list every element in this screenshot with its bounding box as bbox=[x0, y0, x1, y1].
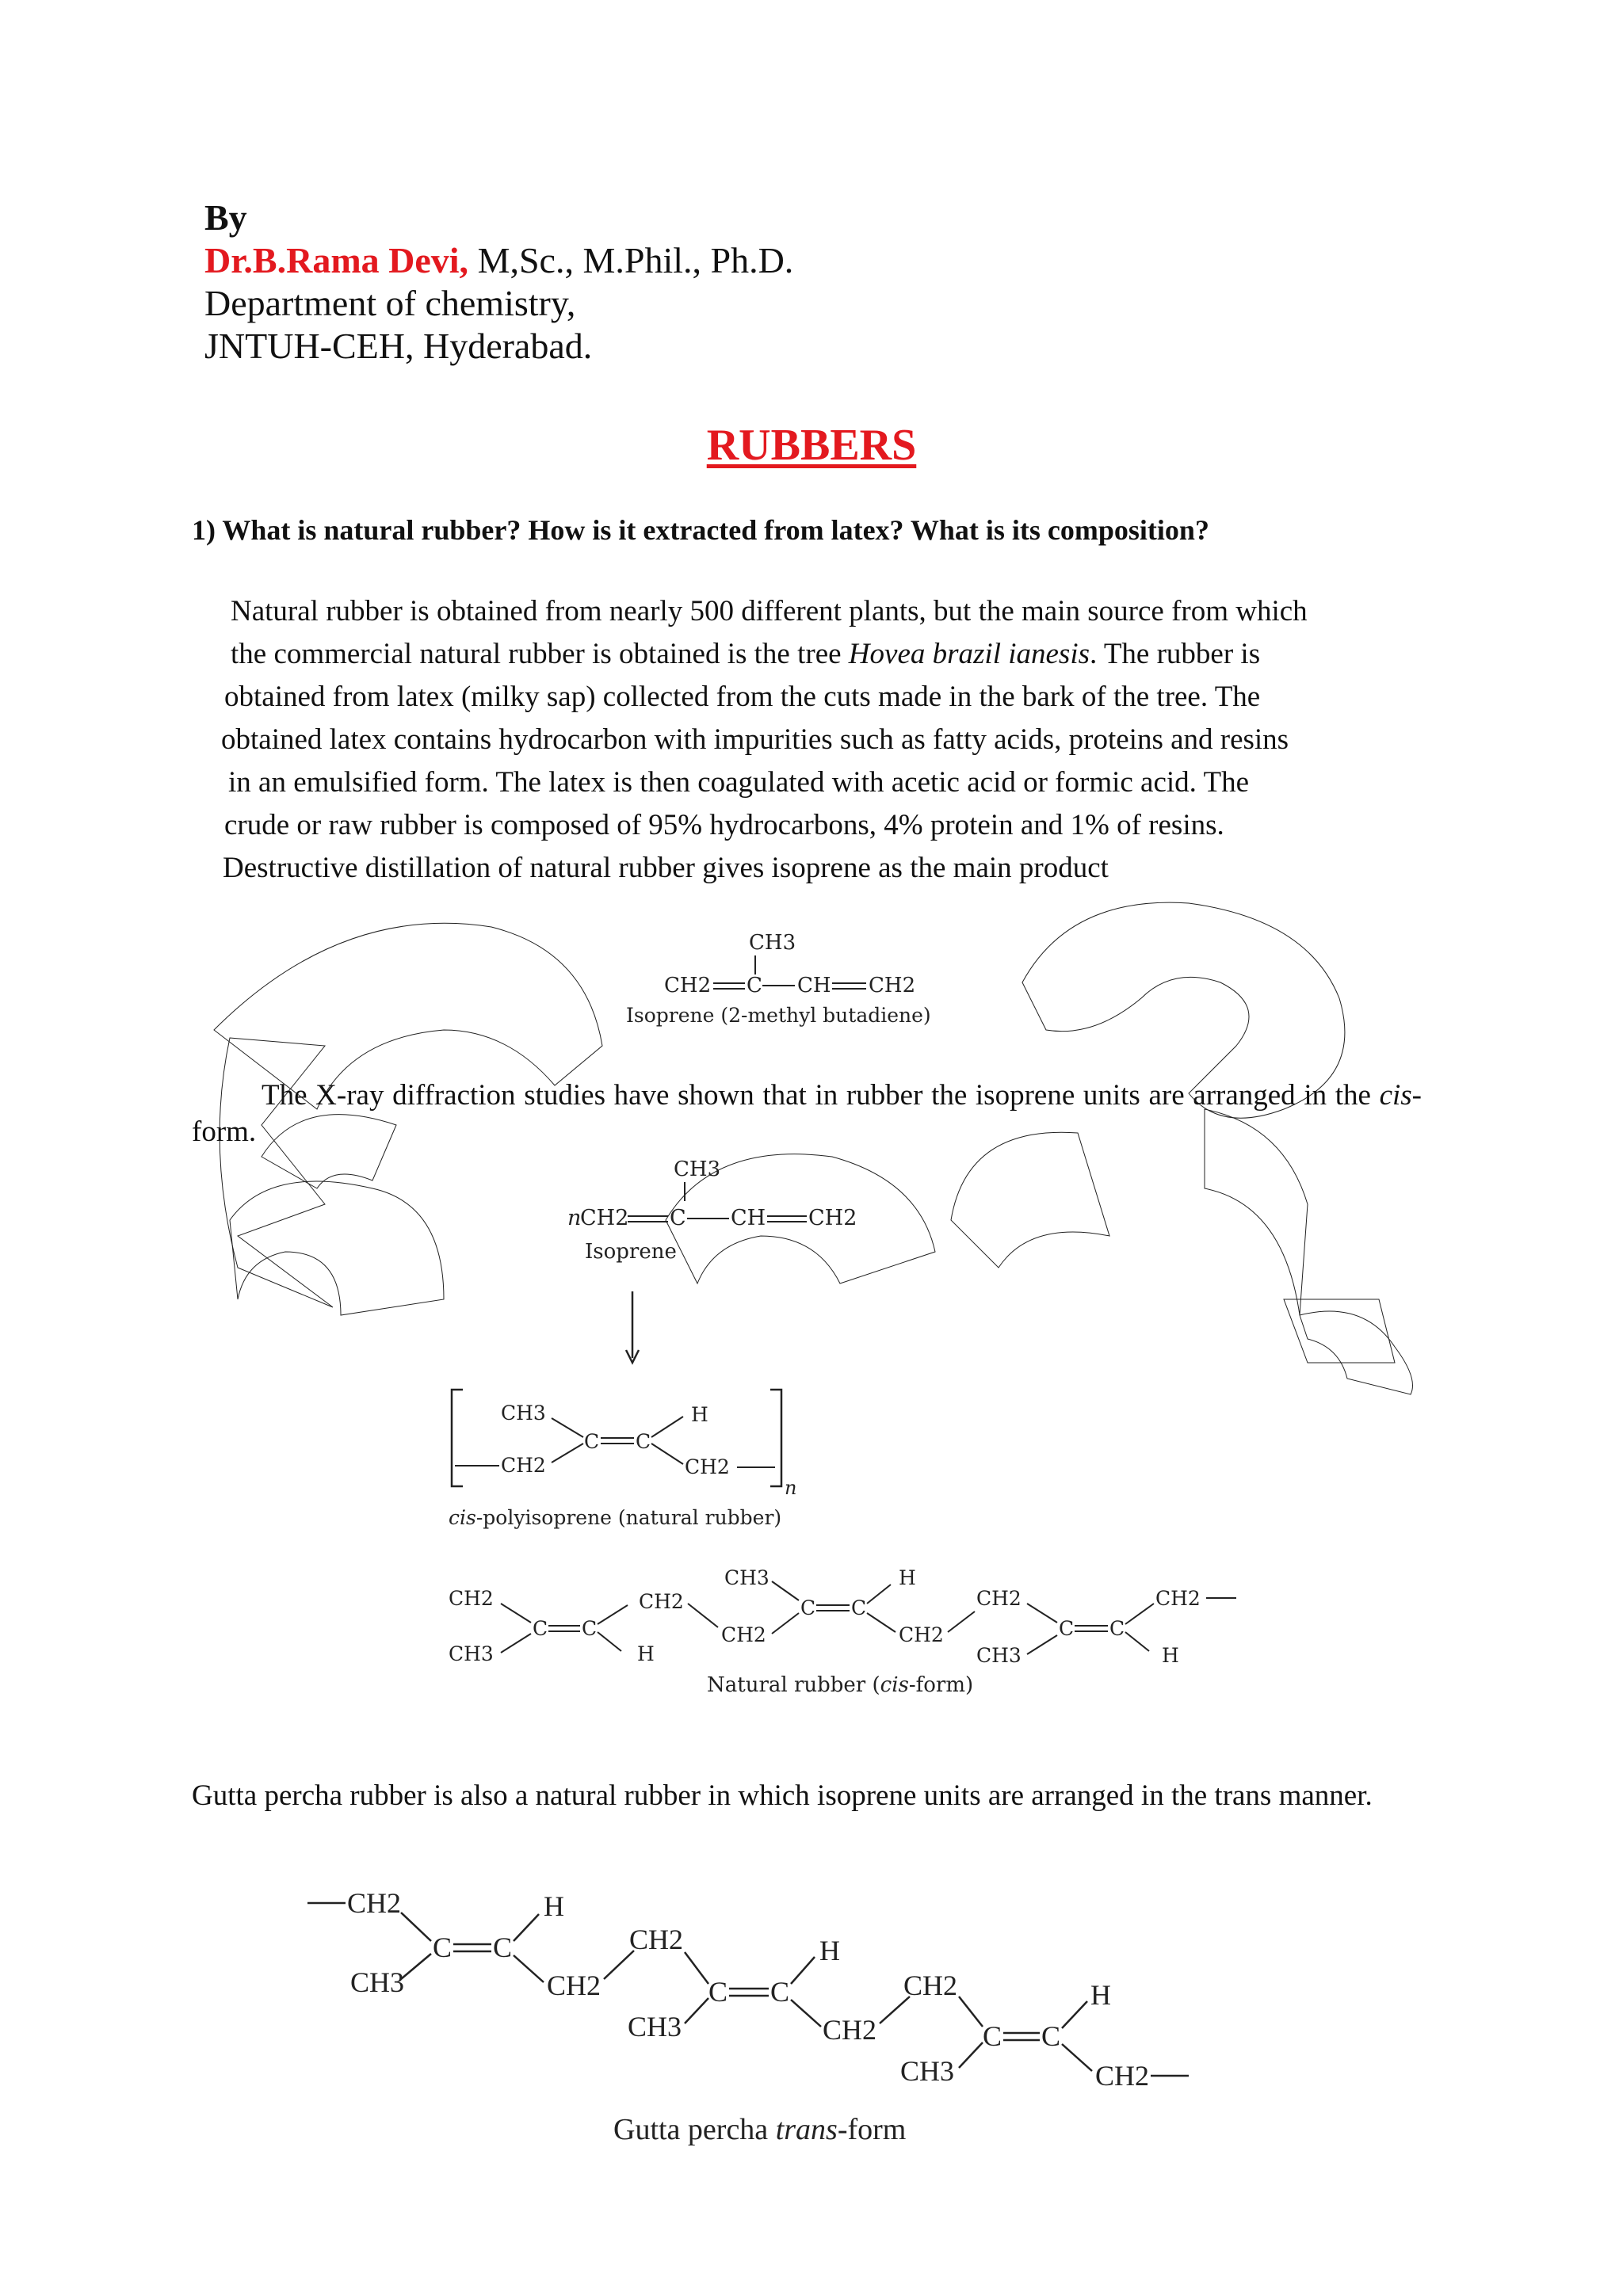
chain-ch3: CH3 bbox=[976, 1644, 1022, 1667]
paragraph-text: The X-ray diffraction studies have shown that in rubber the isoprene units are arranged in the bbox=[262, 1079, 1380, 1112]
paragraph-line: obtained latex contains hydrocarbon with impurities such as fatty acids, proteins and resins bbox=[221, 723, 1289, 756]
chain-c: C bbox=[983, 2020, 1002, 2052]
gutta-percha-trans-chain bbox=[301, 1878, 1205, 2163]
chain-ch2: CH2 bbox=[347, 1887, 402, 1919]
species-name: Hovea brazil ianesis bbox=[848, 638, 1090, 670]
bracket-right bbox=[770, 1390, 781, 1486]
chain-h: H bbox=[544, 1890, 564, 1922]
monomer-c: C bbox=[670, 1206, 686, 1230]
isoprene-structure bbox=[602, 919, 1014, 1038]
author-block bbox=[204, 196, 793, 368]
chain-c: C bbox=[1041, 2020, 1061, 2052]
paragraph-line: crude or raw rubber is composed of 95% hydrocarbons, 4% protein and 1% of resins. bbox=[224, 809, 1224, 841]
polyisoprene-caption: cis-polyisoprene (natural rubber) bbox=[449, 1506, 782, 1529]
chain-ch3: CH3 bbox=[350, 1966, 405, 1998]
chain-ch2: CH2 bbox=[721, 1623, 766, 1646]
chain-c: C bbox=[770, 1976, 790, 2008]
chain-ch2: CH2 bbox=[639, 1590, 684, 1613]
chain-h: H bbox=[1090, 1979, 1111, 2011]
isoprene-ch: CH bbox=[797, 974, 831, 997]
bracket-left bbox=[452, 1390, 463, 1486]
isoprene-ch2-right: CH2 bbox=[869, 974, 916, 997]
chain-ch2: CH2 bbox=[629, 1924, 684, 1955]
monomer-n: n bbox=[567, 1206, 582, 1230]
repeat-c1: C bbox=[584, 1430, 600, 1453]
chain-ch3: CH3 bbox=[449, 1642, 494, 1665]
paragraph-text: . The rubber is bbox=[1090, 638, 1261, 670]
repeat-ch2-right: CH2 bbox=[685, 1455, 730, 1478]
chain-h: H bbox=[1162, 1644, 1179, 1667]
question-heading: 1) What is natural rubber? How is it extracted from latex? What is its composition? bbox=[192, 514, 1209, 546]
paragraph-line: Natural rubber is obtained from nearly 500 different plants, but the main source from which bbox=[231, 595, 1308, 627]
paragraph-line: Destructive distillation of natural rubber gives isoprene as the main product bbox=[223, 852, 1109, 884]
chain-ch2: CH2 bbox=[1095, 2060, 1150, 2092]
chain-ch2: CH2 bbox=[449, 1587, 494, 1610]
chain-h: H bbox=[819, 1935, 840, 1966]
page-title: RUBBERS bbox=[706, 421, 917, 470]
chain-ch2: CH2 bbox=[903, 1970, 958, 2001]
paragraph-line: obtained from latex (milky sap) collected from the cuts made in the bark of the tree. The bbox=[224, 681, 1261, 713]
chain-c: C bbox=[533, 1617, 548, 1640]
paragraph-line bbox=[231, 633, 1260, 676]
repeat-c2: C bbox=[636, 1430, 651, 1453]
chain-ch3: CH3 bbox=[724, 1566, 769, 1589]
isoprene-ch2-left: CH2 bbox=[664, 974, 712, 997]
paragraph-line: in an emulsified form. The latex is then coagulated with acetic acid or formic acid. The bbox=[228, 766, 1250, 799]
natural-rubber-cis-chain bbox=[444, 1553, 1284, 1703]
repeat-ch3: CH3 bbox=[501, 1402, 546, 1425]
chain-ch2: CH2 bbox=[899, 1623, 944, 1646]
natural-rubber-caption: Natural rubber (cis-form) bbox=[707, 1673, 974, 1697]
repeat-h: H bbox=[691, 1403, 708, 1426]
author-degrees: M,Sc., M.Phil., Ph.D. bbox=[468, 240, 794, 280]
chain-ch2: CH2 bbox=[976, 1587, 1022, 1610]
monomer-ch2: CH2 bbox=[580, 1206, 629, 1230]
chain-c: C bbox=[582, 1617, 598, 1640]
author-department: Department of chemistry, bbox=[204, 283, 576, 323]
chain-c: C bbox=[708, 1976, 728, 2008]
chain-c: C bbox=[433, 1932, 453, 1963]
chain-ch2: CH2 bbox=[547, 1970, 601, 2001]
monomer-ch3: CH3 bbox=[674, 1158, 721, 1181]
chain-ch2: CH2 bbox=[823, 2014, 877, 2046]
chain-c: C bbox=[851, 1596, 867, 1619]
isoprene-c: C bbox=[747, 974, 762, 997]
cis-italic: cis bbox=[1379, 1079, 1412, 1112]
chain-c: C bbox=[1109, 1617, 1125, 1640]
monomer-label: Isoprene bbox=[585, 1240, 677, 1264]
chain-c: C bbox=[493, 1932, 513, 1963]
chain-h: H bbox=[637, 1642, 655, 1665]
chain-ch3: CH3 bbox=[628, 2011, 682, 2042]
repeat-n: n bbox=[785, 1477, 797, 1499]
polymerization-scheme bbox=[444, 1149, 919, 1537]
gutta-percha-caption: Gutta percha trans-form bbox=[613, 2113, 907, 2146]
chain-c: C bbox=[800, 1596, 816, 1619]
chain-ch3: CH3 bbox=[900, 2055, 955, 2087]
monomer-ch2-end: CH2 bbox=[808, 1206, 857, 1230]
chain-h: H bbox=[899, 1566, 916, 1589]
paragraph-gutta-percha: Gutta percha rubber is also a natural rubber in which isoprene units are arranged in the trans manner. bbox=[192, 1779, 1373, 1812]
isoprene-ch3: CH3 bbox=[749, 931, 796, 955]
paragraph-text: the commercial natural rubber is obtained is the tree bbox=[231, 638, 849, 670]
paragraph-text: -form. bbox=[192, 1079, 1422, 1148]
author-name-line bbox=[204, 239, 793, 282]
author-by: By bbox=[204, 197, 247, 238]
monomer-ch: CH bbox=[731, 1206, 766, 1230]
author-name: Dr.B.Rama Devi, bbox=[204, 240, 469, 280]
chain-ch2: CH2 bbox=[1155, 1587, 1201, 1610]
paragraph-xray bbox=[192, 1077, 1422, 1150]
chain-c: C bbox=[1059, 1617, 1075, 1640]
author-institution: JNTUH-CEH, Hyderabad. bbox=[204, 326, 593, 366]
repeat-ch2-left: CH2 bbox=[501, 1454, 546, 1477]
isoprene-caption: Isoprene (2-methyl butadiene) bbox=[626, 1004, 931, 1027]
